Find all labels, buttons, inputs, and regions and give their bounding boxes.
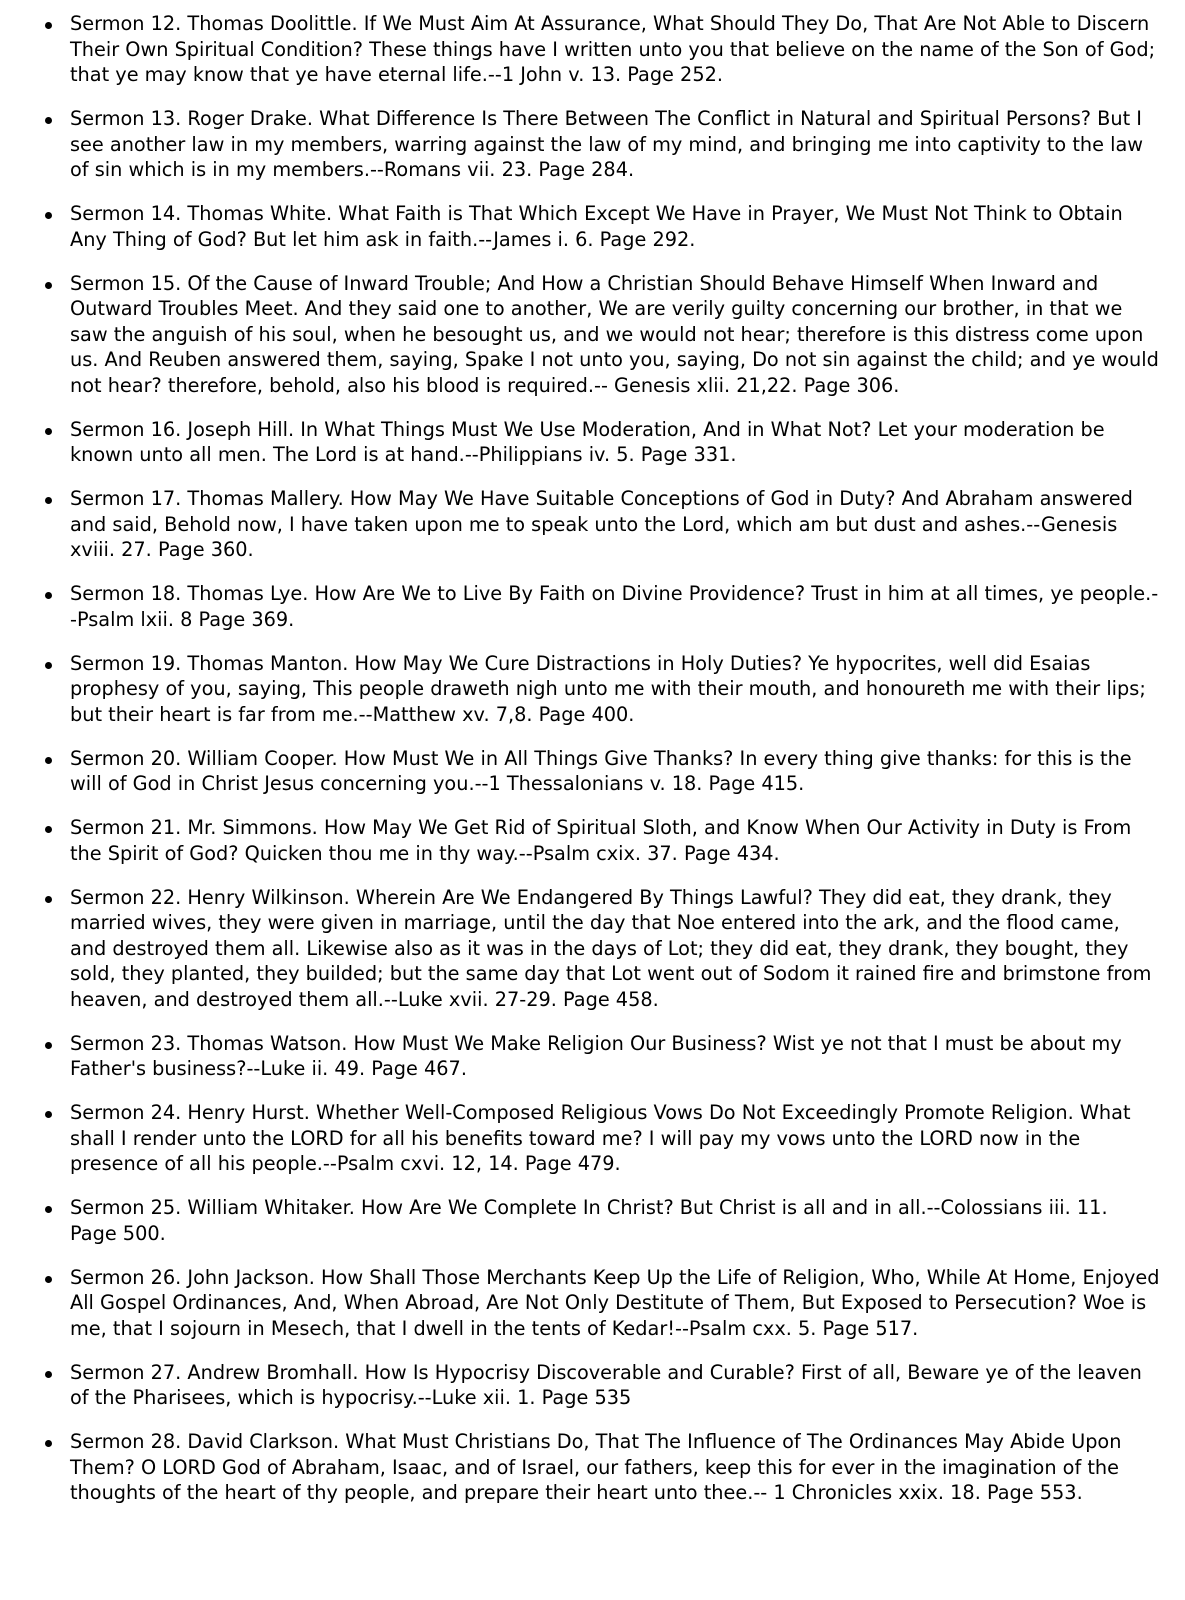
bullet-icon [45, 282, 52, 289]
list-item [70, 201, 1160, 252]
list-item [70, 1429, 1160, 1506]
list-item [70, 651, 1160, 728]
list-item [70, 1195, 1160, 1246]
sermon-entry-text: Sermon 19. Thomas Manton. How May We Cure Distractions in Holy Duties? Ye hypocrites, well did Esaias prophesy of you, saying, This people draweth nigh unto me with their mouth, and honoureth me with their lips; but their heart is far from me.--Matthew xv. 7,8. Page 400. [70, 651, 1146, 726]
bullet-icon [45, 497, 52, 504]
bullet-icon [45, 662, 52, 669]
bullet-icon [45, 592, 52, 599]
sermon-entry-text: Sermon 16. Joseph Hill. In What Things Must We Use Moderation, And in What Not? Let your moderation be known unto all men. The Lord is at hand.--Philippians iv. 5. Page 331. [70, 417, 1105, 466]
bullet-icon [45, 22, 52, 29]
sermon-entry-text: Sermon 20. William Cooper. How Must We in All Things Give Thanks? In every thing give thanks: for this is the will of God in Christ Jesus concerning you.--1 Thessalonians v. 18. Page 415. [70, 746, 1132, 795]
list-item [70, 885, 1160, 1013]
bullet-icon [45, 117, 52, 124]
list-item [70, 11, 1160, 88]
list-item [70, 1360, 1160, 1411]
bullet-icon [45, 212, 52, 219]
sermon-entry-text: Sermon 22. Henry Wilkinson. Wherein Are We Endangered By Things Lawful? They did eat, they drank, they married wives, they were given in marriage, until the day that Noe entered into the ark, and the flood came, and destroyed them all. Likewise also as it was in the days of Lot; they did eat, they drank, they bought, they sold, they planted, they builded; but the same day that Lot went out of Sodom it rained fire and brimstone from heaven, and destroyed them all.--Luke xvii. 27-29. Page 458. [70, 885, 1152, 1011]
list-item [70, 1031, 1160, 1082]
bullet-icon [45, 1276, 52, 1283]
sermon-entry-text: Sermon 17. Thomas Mallery. How May We Have Suitable Conceptions of God in Duty? And Abraham answered and said, Behold now, I have taken upon me to speak unto the Lord, which am but dust and ashes.--Genesis xviii. 27. Page 360. [70, 487, 1133, 561]
sermon-entry-text: Sermon 24. Henry Hurst. Whether Well-Composed Religious Vows Do Not Exceedingly Promote Religion. What shall I render unto the LORD for all his benefits toward me? I will pay my vows unto the LORD now in the presence of all his people.--Psalm cxvi. 12, 14. Page 479. [70, 1101, 1131, 1175]
sermon-entry-text: Sermon 27. Andrew Bromhall. How Is Hypocrisy Discoverable and Curable? First of all, Beware ye of the leaven of the Pharisees, which is hypocrisy.--Luke xii. 1. Page 535 [70, 1360, 1142, 1409]
bullet-icon [45, 896, 52, 903]
bullet-icon [45, 428, 52, 435]
sermon-list [0, 11, 1160, 1506]
sermon-entry-text: Sermon 28. David Clarkson. What Must Christians Do, That The Influence of The Ordinances May Abide Upon Them? O LORD God of Abraham, Isaac, and of Israel, our fathers, keep this for ever in the imagination of the thoughts of the heart of thy people, and prepare their heart unto thee.-- 1 Chronicles xxix. 18. Page 553. [70, 1430, 1122, 1504]
list-item [70, 1265, 1160, 1342]
bullet-icon [45, 1440, 52, 1447]
bullet-icon [45, 757, 52, 764]
bullet-icon [45, 1371, 52, 1378]
list-item [70, 581, 1160, 632]
sermon-entry-text: Sermon 23. Thomas Watson. How Must We Make Religion Our Business? Wist ye not that I must be about my Father's business?--Luke ii. 49. Page 467. [70, 1031, 1122, 1080]
sermon-entry-text: Sermon 18. Thomas Lye. How Are We to Live By Faith on Divine Providence? Trust in him at all times, ye people.--Psalm lxii. 8 Page 369. [70, 582, 1159, 631]
sermon-entry-text: Sermon 26. John Jackson. How Shall Those Merchants Keep Up the Life of Religion, Who, While At Home, Enjoyed All Gospel Ordinances, And, When Abroad, Are Not Only Destitute of Them, But Exposed to Persecution? Woe is me, that I sojourn in Mesech, that I dwell in the tents of Kedar!--Psalm cxx. 5. Page 517. [70, 1265, 1160, 1340]
bullet-icon [45, 1042, 52, 1049]
sermon-entry-text: Sermon 12. Thomas Doolittle. If We Must Aim At Assurance, What Should They Do, That Are Not Able to Discern Their Own Spiritual Condition? These things have I written unto you that believe on the name of the Son of God; that ye may know that ye have eternal life.--1 John v. 13. Page 252. [70, 12, 1156, 86]
sermon-entry-text: Sermon 25. William Whitaker. How Are We Complete In Christ? But Christ is all and in all.--Colossians iii. 11. Page 500. [70, 1196, 1108, 1245]
sermon-entry-text: Sermon 13. Roger Drake. What Difference Is There Between The Conflict in Natural and Spiritual Persons? But I see another law in my members, warring against the law of my mind, and bringing me into captivity to the law of sin which is in my members.--Romans vii. 23. Page 284. [70, 107, 1144, 181]
list-item [70, 815, 1160, 866]
list-item [70, 417, 1160, 468]
list-item [70, 486, 1160, 563]
sermon-entry-text: Sermon 21. Mr. Simmons. How May We Get Rid of Spiritual Sloth, and Know When Our Activity in Duty is From the Spirit of God? Quicken thou me in thy way.--Psalm cxix. 37. Page 434. [70, 816, 1132, 865]
list-item [70, 746, 1160, 797]
list-item [70, 106, 1160, 183]
list-item [70, 1100, 1160, 1177]
sermon-entry-text: Sermon 14. Thomas White. What Faith is That Which Except We Have in Prayer, We Must Not Think to Obtain Any Thing of God? But let him ask in faith.--James i. 6. Page 292. [70, 202, 1123, 251]
bullet-icon [45, 1111, 52, 1118]
bullet-icon [45, 1206, 52, 1213]
bullet-icon [45, 826, 52, 833]
sermon-entry-text: Sermon 15. Of the Cause of Inward Trouble; And How a Christian Should Behave Himself When Inward and Outward Troubles Meet. And they said one to another, We are verily guilty concerning our brother, in that we saw the anguish of his soul, when he besought us, and we would not hear; therefore is this distress come upon us. And Reuben answered them, saying, Spake I not unto you, saying, Do not sin against the child; and ye would not hear? therefore, behold, also his blood is required.-- Genesis xlii. 21,22. Page 306. [70, 271, 1159, 397]
list-item [70, 271, 1160, 399]
